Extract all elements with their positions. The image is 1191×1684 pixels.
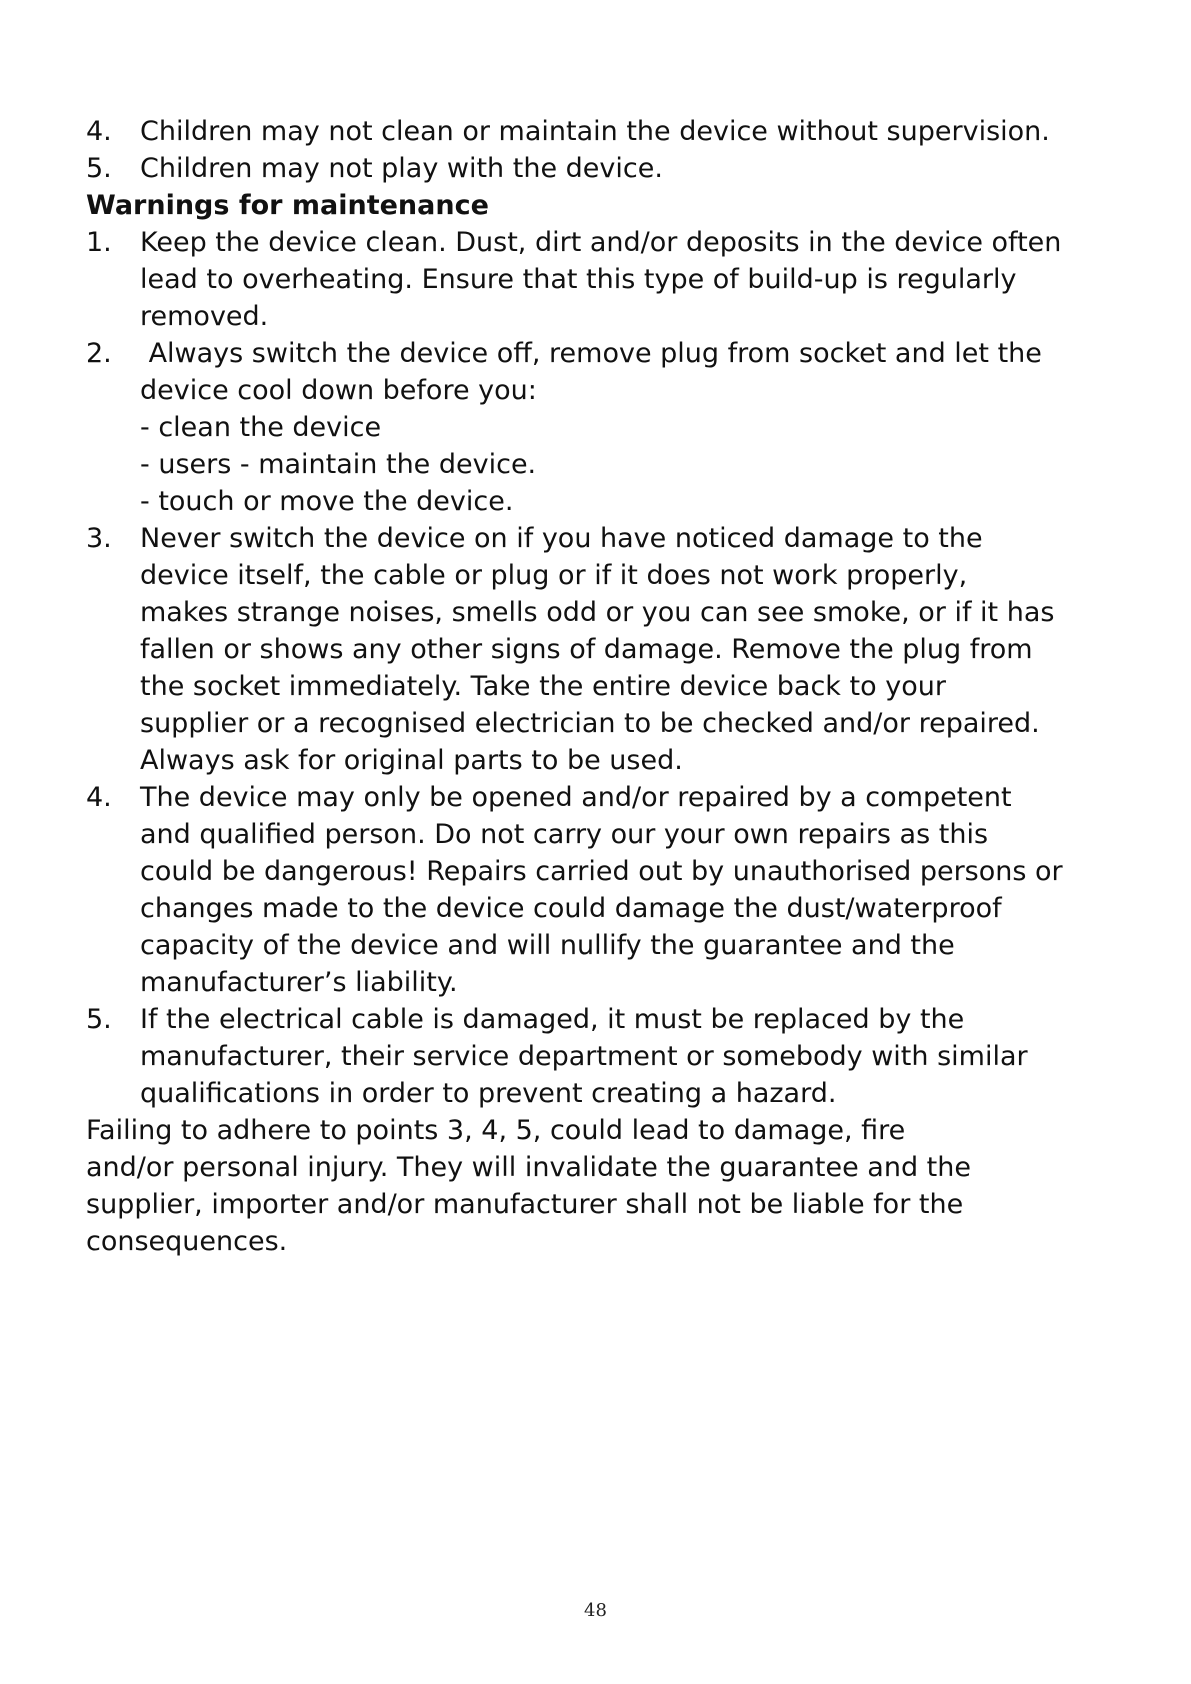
text-line: Failing to adhere to points 3, 4, 5, could lead to damage, fire — [86, 1115, 906, 1146]
text-line: could be dangerous! Repairs carried out by unauthorised persons or — [140, 856, 1063, 887]
list-item-text — [140, 1001, 1126, 1112]
list-item-number: 5. — [86, 1004, 112, 1035]
text-line: and qualified person. Do not carry our your own repairs as this — [140, 819, 989, 850]
text-line: supplier or a recognised electrician to be checked and/or repaired. — [140, 708, 1040, 739]
text-line: supplier, importer and/or manufacturer shall not be liable for the — [86, 1189, 964, 1220]
text-line: makes strange noises, smells odd or you can see smoke, or if it has — [140, 597, 1055, 628]
list-item — [86, 335, 1126, 520]
closing-paragraph — [86, 1112, 1126, 1260]
list-item-text — [140, 779, 1126, 1001]
list-item-number: 3. — [86, 523, 112, 554]
text-line: Never switch the device on if you have noticed damage to the — [140, 523, 983, 554]
text-line: device itself, the cable or plug or if it does not work properly, — [140, 560, 968, 591]
text-line: removed. — [140, 301, 269, 332]
sub-item: - clean the device — [140, 412, 382, 443]
list-item — [86, 224, 1126, 335]
list-item-number: 4. — [86, 782, 112, 813]
text-line: Children may not clean or maintain the device without supervision. — [140, 116, 1050, 147]
text-line: manufacturer, their service department or somebody with similar — [140, 1041, 1028, 1072]
list-item-number: 5. — [86, 153, 112, 184]
sub-item: - users - maintain the device. — [140, 449, 537, 480]
text-line: Always ask for original parts to be used. — [140, 745, 683, 776]
text-line: If the electrical cable is damaged, it must be replaced by the — [140, 1004, 965, 1035]
list-item-text — [140, 520, 1126, 779]
text-line: capacity of the device and will nullify the guarantee and the — [140, 930, 955, 961]
text-line: changes made to the device could damage the dust/waterproof — [140, 893, 1002, 924]
list-item-number: 4. — [86, 116, 112, 147]
section-heading: Warnings for maintenance — [86, 190, 489, 221]
document-page — [86, 113, 1126, 1260]
text-line: manufacturer’s liability. — [140, 967, 458, 998]
list-item — [86, 113, 1126, 150]
list-item-number: 2. — [86, 338, 112, 369]
text-line: Always switch the device off, remove plug from socket and let the — [140, 338, 1042, 369]
list-item-number: 1. — [86, 227, 112, 258]
sub-item: - touch or move the device. — [140, 486, 514, 517]
list-item — [86, 1001, 1126, 1112]
text-line: consequences. — [86, 1226, 288, 1257]
list-item — [86, 779, 1126, 1001]
text-line: Children may not play with the device. — [140, 153, 663, 184]
list-item-text — [140, 335, 1126, 520]
text-line: the socket immediately. Take the entire device back to your — [140, 671, 946, 702]
list-item-text — [140, 113, 1126, 150]
list-item — [86, 520, 1126, 779]
list-item — [86, 150, 1126, 187]
text-line: device cool down before you: — [140, 375, 537, 406]
list-item-text — [140, 150, 1126, 187]
text-line: fallen or shows any other signs of damage. Remove the plug from — [140, 634, 1033, 665]
page-number: 48 — [584, 1600, 607, 1621]
list-item-text — [140, 224, 1126, 335]
text-line: Keep the device clean. Dust, dirt and/or deposits in the device often — [140, 227, 1062, 258]
text-line: The device may only be opened and/or repaired by a competent — [140, 782, 1012, 813]
text-line: qualifications in order to prevent creating a hazard. — [140, 1078, 837, 1109]
text-line: and/or personal injury. They will invalidate the guarantee and the — [86, 1152, 971, 1183]
text-line: lead to overheating. Ensure that this type of build-up is regularly — [140, 264, 1017, 295]
